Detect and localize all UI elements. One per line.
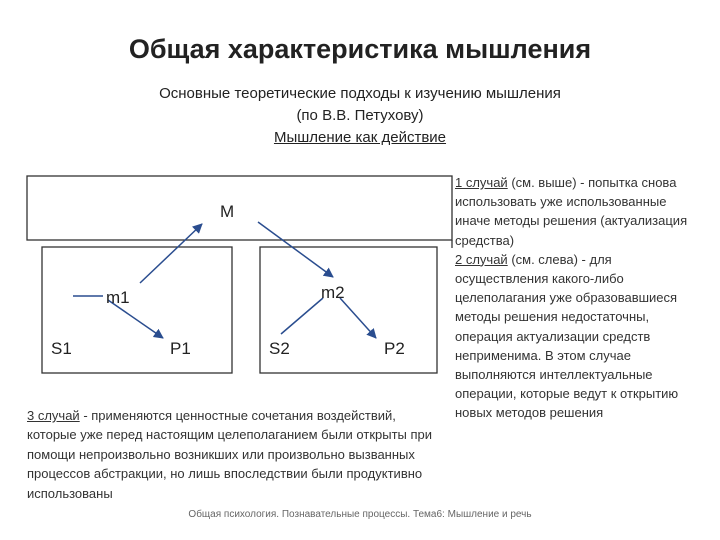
- slide-title: Общая характеристика мышления: [128, 34, 592, 64]
- arrow-m-to-m2: [258, 222, 333, 277]
- label-m2: m2: [321, 283, 345, 302]
- subtitle-line-2: (по В.В. Петухову): [296, 107, 424, 124]
- outer-box: [27, 176, 452, 240]
- case3-text: - применяются ценностные сочетания воздействий, которые уже перед настоящим целеполаганием были открыты при помощи непроизвольно возникших или произвольно вызванных процессов абстракции, но лишь впоследствии были продуктивно использованы: [27, 408, 433, 501]
- case1-label: 1 случай: [455, 175, 508, 190]
- label-m1: m1: [106, 288, 130, 307]
- case2-label: 2 случай: [455, 251, 508, 267]
- right-explanation: [455, 173, 695, 423]
- label-s1: S1: [51, 339, 72, 358]
- arrow-m2-to-p2: [340, 298, 376, 338]
- case1-text: (см. выше) - попытка снова использовать уже использованные иначе методы решения (актуализация средства): [455, 175, 688, 248]
- arrow-m1-to-m: [140, 224, 202, 283]
- arrow-m2-to-s2: [281, 298, 323, 334]
- bottom-explanation: [27, 406, 447, 503]
- label-s2: S2: [269, 339, 290, 358]
- label-p2: P2: [384, 339, 405, 358]
- case2-text: (см. слева) - для осуществления какого-либо целеполагания уже образовавшиеся методы решения недостаточны, операция актуализации средств неприменима. В этом случае выполняются интеллектуальные операции, которые ведут к открытию новых методов решения: [455, 251, 679, 421]
- subtitle-line-3: Мышление как действие: [273, 129, 447, 146]
- label-m: M: [220, 202, 235, 221]
- subtitle-line-1: Основные теоретические подходы к изучению мышления: [159, 85, 561, 102]
- label-p1: P1: [170, 339, 191, 358]
- slide-footer: Общая психология. Познавательные процессы. Тема6: Мышление и речь: [188, 509, 532, 520]
- case3-label: 3 случай: [27, 408, 80, 423]
